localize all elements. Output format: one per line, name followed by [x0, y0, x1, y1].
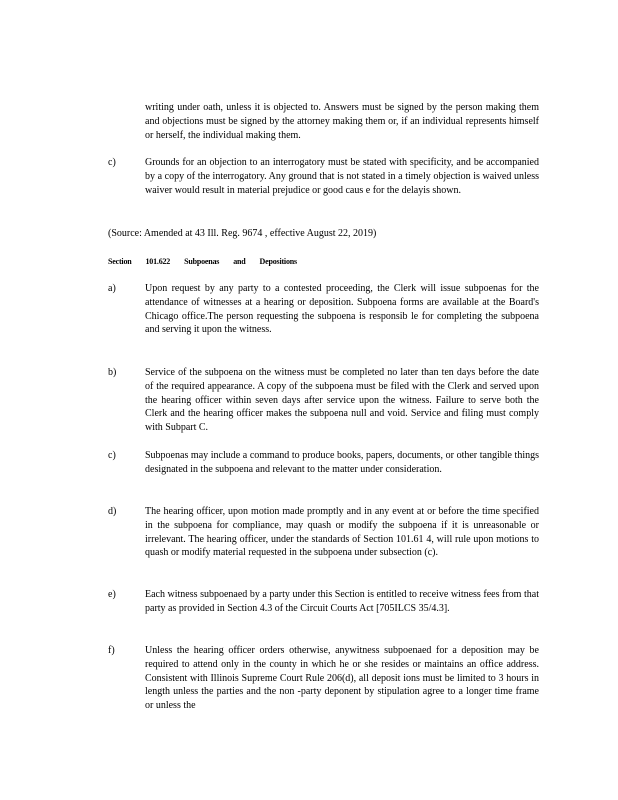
section-title-and: and [233, 257, 246, 266]
paragraph-text: Service of the subpoena on the witness must be completed no later than ten days before the date of the required appearance. A copy of the subpoena must be filed with the Clerk and served upon the hearing officer within seven days after service upon the witness. Failure to serve both the Clerk and the hearing officer makes the subpoena null and void. Service and filing must comply with Subpart C. [145, 367, 539, 434]
paragraph-text: Unless the hearing officer orders otherwise, anywitness subpoenaed for a deposition may be required to attend only in the county in which he or she resides or maintains an office address. Consistent with Illinois Supreme Court Rule 206(d), all deposit ions must be limited to 3 hours in length unless the parties and the non -party deponent by stipulation agree to a longer time frame or unless the [145, 645, 539, 712]
paragraph-text: Subpoenas may include a command to produce books, papers, documents, or other tangible things designated in the subpoena and relevant to the matter under consideration. [145, 450, 539, 475]
paragraph-b [108, 366, 539, 436]
paragraph-a [108, 282, 539, 352]
source-note: (Source: Amended at 43 Ill. Reg. 9674 , effective August 22, 2019) [108, 228, 377, 239]
paragraph-text: Upon request by any party to a contested proceeding, the Clerk will issue subpoenas for the attendance of witnesses at a hearing or deposition. Subpoena forms are available at the Board's Chicago office.The person requesting the subpoena is responsib le for completing the subpoena and serving it upon the witness. [145, 283, 539, 336]
section-title-depositions: Depositions [259, 257, 297, 266]
section-word: Section [108, 257, 132, 266]
section-heading [108, 257, 408, 267]
paragraph-label: d) [108, 506, 117, 517]
paragraph-c-interrogatory [108, 156, 539, 212]
section-title-subpoenas: Subpoenas [184, 257, 220, 266]
paragraph-label: c) [108, 450, 116, 461]
section-number: 101.622 [145, 257, 171, 266]
paragraph-d [108, 505, 539, 575]
intro-continuation: writing under oath, unless it is objected to. Answers must be signed by the person making them and objections must be signed by the attorney making them or, if an individual represents himself or herself, the individual making them. [145, 102, 539, 141]
paragraph-text: Each witness subpoenaed by a party under this Section is entitled to receive witness fees from that party as provided in Section 4.3 of the Circuit Courts Act [705ILCS 35/4.3]. [145, 589, 539, 614]
paragraph-text: Grounds for an objection to an interrogatory must be stated with specificity, and be accompanied by a copy of the interrogatory. Any ground that is not stated in a timely objection is waived unless waiver would result in material prejudice or good caus e for the delayis shown. [145, 157, 539, 196]
paragraph-c [108, 449, 539, 491]
paragraph-label: a) [108, 283, 116, 294]
paragraph-label: b) [108, 367, 117, 378]
paragraph-label: e) [108, 589, 116, 600]
paragraph-label: f) [108, 645, 115, 656]
paragraph-f [108, 644, 539, 714]
paragraph-e [108, 588, 539, 630]
paragraph-text: The hearing officer, upon motion made promptly and in any event at or before the time specified in the subpoena for compliance, may quash or modify the subpoena if it is unreasonable or irrelevant. The hearing officer, under the standards of Section 101.61 4, will rule upon motions to quash or modify material requested in the subpoena under subsection (c). [145, 506, 539, 559]
paragraph-label: c) [108, 157, 116, 168]
